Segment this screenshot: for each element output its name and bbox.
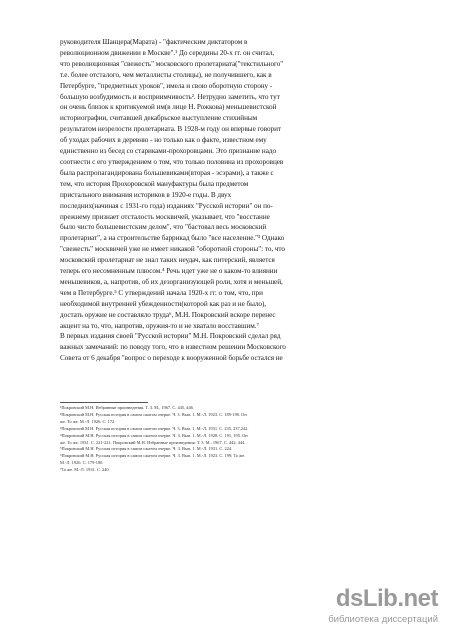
footnote-line: же. То же. 1931. С. 221-221. Покровский М.Н. Избранные произведения. Т. 3. М., 1967. С. 442, 444. (60, 439, 246, 445)
text-line: Совета от 6 декабря "вопрос о переходе к вооруженной борьбе остался не (60, 354, 283, 363)
text-line: необходимой внутренней убежденности(которой как раз и не было), (60, 299, 267, 308)
body-text (60, 37, 380, 364)
text-line: достать оружие не составляло труда⁶, М.Н. Покровский вскоре перенес (60, 310, 276, 319)
text-line: пролетариат", а на строительстве баррикад было "все население."³ Однако (60, 234, 285, 243)
text-line: последних(начиная с 1931-го года) изданиях "Русской истории" он по- (60, 201, 273, 210)
text-line: революционном движении в Москве".¹ До середины 20-х гг. он считал, (60, 48, 275, 57)
text-line: руководителя Шанцера(Марата) - "фактическим диктатором в (60, 38, 248, 46)
footnote-line: ⁵Покровский М.Н. Русская история в самом сжатом очерке. Ч. 3. Вып. 1. М.-Л. 1931. С. 224. (60, 446, 233, 452)
text-line: была распропагандирована большевиками(вторая - эсэрами), а также с (60, 168, 274, 177)
text-line: акцент на то, что, напротив, оружия-то и не хватало восставшим.⁷ (60, 321, 259, 330)
text-line: теперь его несомненным плюсом.⁴ Речь идет уже не о каком-то влиянии (60, 267, 278, 276)
footnote-line: ⁴Покровский М.Н. Русская история в самом сжатом очерке. Ч. 3. Вып. 1. М.-Л. 1928. С. 191, 195. Он (60, 432, 248, 438)
text-line: результатом незрелости пролетариата. В 1928-м году он впервые говорит (60, 125, 281, 134)
text-line: было чисто большевистским делом", что "бастовал весь московский (60, 223, 267, 232)
text-line: что революционная "свежесть" московского пролетариата("текстильного" (60, 59, 284, 68)
text-line: чем в Петербурге.⁵ С утверждений начала 1920-х гг. о том, что, при (60, 288, 263, 297)
text-line: прежнему признает отсталость москвичей, указывает, что "восстание (60, 212, 270, 221)
text-line: историографии, считавшей декабрьское выступление стихийным (60, 114, 258, 123)
text-line: тем, что история Прохоровской мануфактуры была предметом (60, 179, 249, 188)
footnote-line: же. То же. М.-Л. 1926. С. 172. (60, 418, 116, 424)
footnote-line: ⁷То же. М.-Л. 1931. С. 240. (60, 467, 110, 473)
text-line: важных замечаний: по поводу того, что в известном решении Московского (60, 343, 286, 352)
watermark-logo: dsLib.net (335, 585, 438, 612)
text-line: "свежесть" москвичей уже не имеет никакой "оборотной стороны": то, что (60, 245, 285, 254)
footnote-line: ³Покровский М.Н. Русская история в самом сжатом очерке. Ч. 3. Вып. 1. М.-Л. 1931. С. 235, 237,242. (60, 425, 249, 431)
text-line: меньшевиков, а, напротив, об их дезорганизующей роли, хотя и меньшей, (60, 277, 283, 286)
text-line: В первых издания своей "Русской истории" М.Н. Покровский сделал ряд (60, 332, 281, 341)
footnote-line: ⁶Покровский М.Н. Русская история в самом сжатом очерке. Ч. 3. Вып. 1. М.-Л. 1923. С. 199; То же. (60, 453, 246, 459)
text-line: он очень близок к критикуемой им(в лице Н. Рожкова) меньшевистской (60, 103, 277, 112)
text-line: пристального внимания историков в 1920-е годы. В двух (60, 190, 232, 199)
dslib-watermark (322, 585, 440, 631)
footnote-line: ¹Покровский М.Н. Избранные произведения. Т. 3. М., 1967. С. 445, 446. (60, 405, 194, 410)
text-line: Петербурге, "предметных уроков", имела и свою оборотную сторону - (60, 81, 273, 90)
text-line: большую возбудимость и восприимчивость². Нетрудно заметить, что тут (60, 92, 280, 101)
text-line: московский пролетариат не знал таких неудач, как питерский, является (60, 256, 275, 265)
text-line: т.е. более отсталого, чем металлисты столицы), не получившего, как в (60, 70, 272, 79)
text-line: об уходах рабочих в деревню - но только как о факте, известном ему (60, 136, 267, 145)
footnote-line: М.-Л. 1926. С. 179-180. (60, 460, 104, 466)
footnote-line: ²Покровский М.Н. Русская история в самом сжатом очерке. Ч. 3. Вып. 1. М.-Л. 1923. С. 189-190. Он (60, 411, 247, 417)
text-line: соотнести с его утверждением о том, что только половина из прохоровцев (60, 157, 284, 166)
text-line: единственно из бесед со стариками-прохоровцами. Это признание надо (60, 147, 277, 156)
footnotes (60, 405, 360, 474)
watermark-tagline: библиотека диссертаций (328, 614, 438, 625)
footnote-divider (60, 402, 148, 403)
